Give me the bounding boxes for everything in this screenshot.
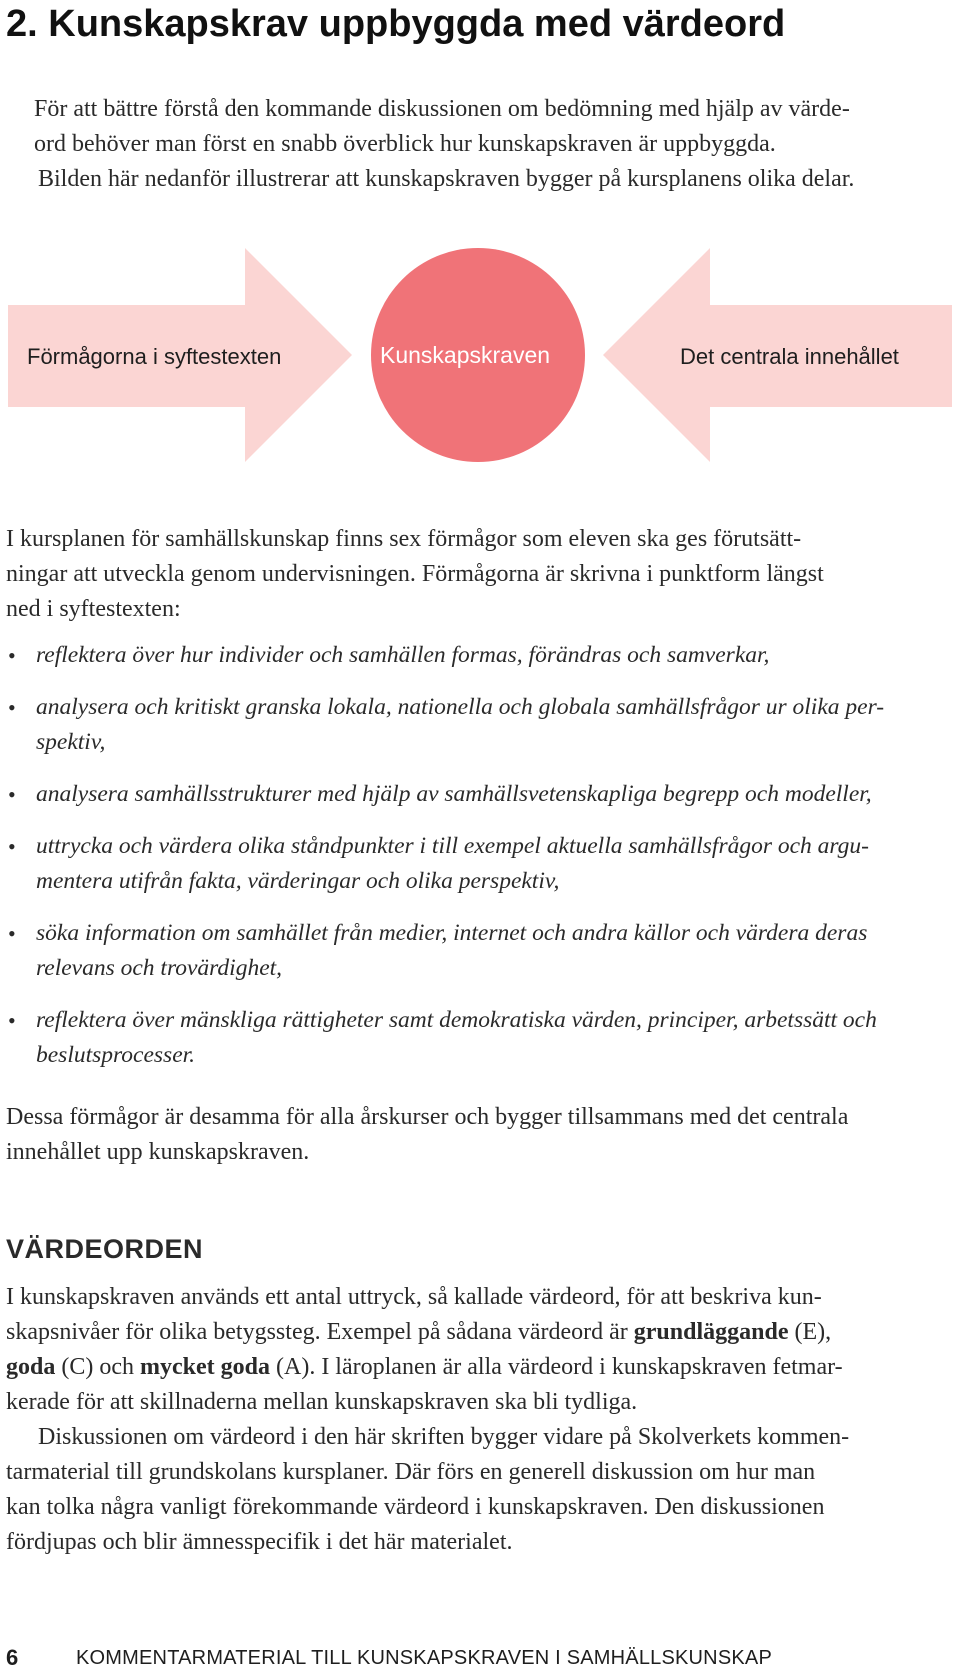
list-item-text: spektiv, bbox=[36, 729, 106, 755]
bullet-icon: • bbox=[8, 834, 16, 859]
list-item-text: analysera samhällsstrukturer med hjälp av samhällsvetenskapliga begrepp och modeller, bbox=[36, 781, 872, 807]
value-words-section bbox=[6, 1280, 952, 1560]
bold-value-word: goda bbox=[6, 1354, 56, 1380]
text-line: fördjupas och blir ämnesspecifik i det här materialet. bbox=[6, 1529, 513, 1555]
left-arrow-label: Förmågorna i syftestexten bbox=[27, 344, 282, 369]
list-item-text: beslutsprocesser. bbox=[36, 1042, 196, 1068]
intro-paragraph bbox=[34, 92, 944, 197]
page-number: 6 bbox=[6, 1645, 19, 1670]
page-heading: 2. Kunskapskrav uppbyggda med värdeord bbox=[6, 3, 786, 45]
abilities-paragraph bbox=[6, 522, 952, 627]
text-line: ningar att utveckla genom undervisningen. Förmågorna är skrivna i punktform längst bbox=[6, 561, 824, 587]
footer-title: KOMMENTARMATERIAL TILL KUNSKAPSKRAVEN I SAMHÄLLSKUNSKAP bbox=[76, 1647, 772, 1669]
list-item bbox=[6, 1003, 952, 1073]
text-line: Diskussionen om värdeord i den här skriften bygger vidare på Skolverkets kommen- bbox=[38, 1424, 850, 1450]
right-arrow-label: Det centrala innehållet bbox=[680, 344, 899, 369]
list-item bbox=[6, 829, 952, 899]
center-circle-label: Kunskapskraven bbox=[380, 342, 551, 368]
intro-line: ord behöver man först en snabb överblick hur kunskapskraven är uppbyggda. bbox=[34, 131, 776, 157]
text-span: (E), bbox=[788, 1319, 832, 1345]
list-item bbox=[6, 916, 952, 986]
list-item-text: reflektera över mänskliga rättigheter samt demokratiska värden, principer, arbetssätt och bbox=[36, 1007, 877, 1033]
text-span: (A). I läroplanen är alla värdeord i kunskapskraven fetmar- bbox=[270, 1354, 843, 1380]
section-heading: VÄRDEORDEN bbox=[6, 1234, 204, 1264]
text-line: Dessa förmågor är desamma för alla årskurser och bygger tillsammans med det centrala bbox=[6, 1104, 849, 1130]
list-item bbox=[6, 638, 952, 673]
text-span: (C) och bbox=[55, 1354, 141, 1380]
list-item-text: mentera utifrån fakta, värderingar och olika perspektiv, bbox=[36, 868, 560, 894]
list-item-text: analysera och kritiskt granska lokala, nationella och globala samhällsfrågor ur olika per- bbox=[36, 694, 885, 720]
text-line: kan tolka några vanligt förekommande värdeord i kunskapskraven. Den diskussionen bbox=[6, 1494, 825, 1520]
text-span: skapsnivåer för olika betygssteg. Exempel på sådana värdeord är bbox=[6, 1319, 634, 1345]
bullet-icon: • bbox=[8, 782, 16, 807]
text-line: innehållet upp kunskapskraven. bbox=[6, 1139, 310, 1165]
intro-line: För att bättre förstå den kommande diskussionen om bedömning med hjälp av värde- bbox=[34, 96, 850, 122]
bullet-icon: • bbox=[8, 1008, 16, 1033]
list-item bbox=[6, 690, 952, 760]
bullet-icon: • bbox=[8, 643, 16, 668]
list-item-text: reflektera över hur individer och samhällen formas, förändras och samverkar, bbox=[36, 642, 770, 668]
bullet-icon: • bbox=[8, 921, 16, 946]
list-item-text: söka information om samhället från medier, internet och andra källor och värdera deras bbox=[36, 920, 868, 946]
page-footer bbox=[6, 1645, 952, 1673]
text-line bbox=[6, 1350, 952, 1385]
text-line: kerade för att skillnaderna mellan kunskapskraven ska bli tydliga. bbox=[6, 1389, 638, 1415]
summary-paragraph bbox=[6, 1100, 952, 1170]
list-item-text: uttrycka och värdera olika ståndpunkter i till exempel aktuella samhällsfrågor och argu- bbox=[36, 833, 870, 859]
text-line: I kursplanen för samhällskunskap finns sex förmågor som eleven ska ges förutsätt- bbox=[6, 526, 802, 552]
text-line: tarmaterial till grundskolans kursplaner. Där förs en generell diskussion om hur man bbox=[6, 1459, 816, 1485]
text-line bbox=[6, 1315, 952, 1350]
knowledge-requirements-diagram bbox=[0, 245, 960, 465]
bold-value-word: grundläggande bbox=[633, 1319, 789, 1345]
list-item bbox=[6, 777, 952, 812]
list-item-text: relevans och trovärdighet, bbox=[36, 955, 283, 981]
intro-line: Bilden här nedanför illustrerar att kunskapskraven bygger på kursplanens olika delar. bbox=[38, 166, 855, 192]
text-line: ned i syftestexten: bbox=[6, 596, 181, 622]
text-line: I kunskapskraven används ett antal uttryck, så kallade värdeord, för att beskriva kun- bbox=[6, 1284, 822, 1310]
abilities-list bbox=[6, 638, 952, 1073]
bullet-icon: • bbox=[8, 695, 16, 720]
bold-value-word: mycket goda bbox=[140, 1354, 270, 1380]
